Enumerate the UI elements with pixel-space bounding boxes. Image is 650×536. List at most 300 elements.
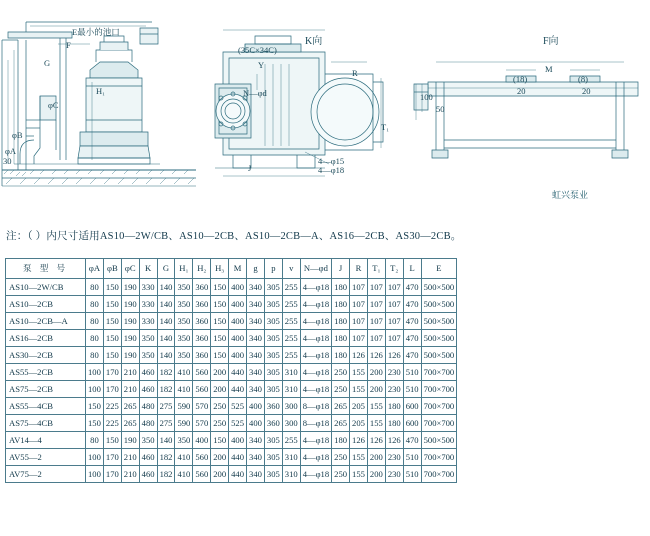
table-cell: 210 (121, 364, 139, 381)
table-cell: 150 (103, 313, 121, 330)
table-cell: 250 (211, 415, 229, 432)
table-cell: 340 (247, 279, 265, 296)
drawing-label: (8) (578, 74, 588, 84)
table-cell: 350 (175, 347, 193, 364)
table-cell: 265 (332, 415, 350, 432)
table-cell: 150 (211, 347, 229, 364)
table-cell: 305 (264, 279, 282, 296)
table-cell: 150 (103, 330, 121, 347)
table-cell: 460 (139, 449, 157, 466)
table-cell: 440 (229, 466, 247, 483)
table-cell: 80 (86, 313, 104, 330)
drawing-label: F向 (543, 36, 559, 47)
table-cell: 150 (86, 415, 104, 432)
table-cell: 107 (385, 330, 403, 347)
table-cell: 305 (264, 313, 282, 330)
table-cell: 525 (229, 415, 247, 432)
table-cell: 410 (175, 466, 193, 483)
drawing-label: H₁ (96, 86, 106, 96)
drawing-label: φB (12, 130, 23, 140)
table-cell: 180 (332, 313, 350, 330)
table-cell: 155 (350, 466, 368, 483)
footnote: 注：（ ）内尺寸适用AS10—2W/CB、AS10—2CB、AS10—2CB—A、AS16—2CB、AS30—2CB。 (6, 231, 462, 242)
table-header-cell: g (247, 259, 265, 279)
table-cell: 305 (264, 347, 282, 364)
table-cell: 440 (229, 381, 247, 398)
table-cell: 275 (157, 398, 175, 415)
table-cell: 340 (247, 296, 265, 313)
table-cell: 182 (157, 381, 175, 398)
table-row (6, 279, 457, 296)
drawing-label: 20 (517, 86, 526, 96)
table-row (6, 347, 457, 364)
table-cell: 155 (350, 364, 368, 381)
table-cell: 200 (211, 381, 229, 398)
table-cell: 180 (332, 296, 350, 313)
table-cell: 225 (103, 398, 121, 415)
table-header-cell: R (350, 259, 368, 279)
table-cell: 80 (86, 330, 104, 347)
table-cell: 170 (103, 466, 121, 483)
table-cell: 525 (229, 398, 247, 415)
table-cell: 140 (157, 296, 175, 313)
table-row (6, 313, 457, 330)
table-cell: 360 (193, 296, 211, 313)
drawing-label: 30 (3, 156, 12, 166)
table-cell: 340 (247, 313, 265, 330)
table-row (6, 296, 457, 313)
table-cell: 400 (229, 432, 247, 449)
table-cell: 350 (175, 279, 193, 296)
table-cell: 305 (264, 296, 282, 313)
table-cell: 410 (175, 449, 193, 466)
table-cell: 107 (367, 279, 385, 296)
brand-watermark: 虹兴泵业 (551, 190, 588, 200)
technical-drawings (0, 0, 650, 210)
table-cell: 8—φ18 (300, 415, 331, 432)
table-cell: 470 (403, 279, 421, 296)
table-cell: 126 (350, 347, 368, 364)
table-cell: 470 (403, 330, 421, 347)
table-cell: 360 (264, 398, 282, 415)
drawing-label: K向 (305, 36, 323, 47)
table-cell: 107 (350, 330, 368, 347)
table-cell: 310 (282, 466, 300, 483)
f-view-drawing (410, 0, 650, 210)
table-cell: 4—φ18 (300, 347, 331, 364)
table-cell: 305 (264, 364, 282, 381)
k-view-drawing (205, 0, 395, 210)
table-cell: 200 (211, 466, 229, 483)
table-cell: 400 (247, 415, 265, 432)
table-cell: 107 (367, 330, 385, 347)
table-cell: 230 (385, 466, 403, 483)
table-cell: 182 (157, 449, 175, 466)
table-cell: 410 (175, 381, 193, 398)
table-cell: 4—φ18 (300, 449, 331, 466)
table-cell: 150 (103, 279, 121, 296)
table-cell: 265 (332, 398, 350, 415)
table-cell: 400 (247, 398, 265, 415)
table-cell: 560 (193, 364, 211, 381)
table-header-cell: M (229, 259, 247, 279)
table-cell: 570 (193, 398, 211, 415)
table-cell: 150 (103, 432, 121, 449)
table-cell: 340 (247, 449, 265, 466)
table-cell-model: AV55—2 (6, 449, 86, 466)
table-cell: 305 (264, 330, 282, 347)
table-cell: 250 (332, 364, 350, 381)
table-cell: 150 (211, 432, 229, 449)
table-cell: 340 (247, 381, 265, 398)
table-cell: 460 (139, 381, 157, 398)
table-cell: 150 (86, 398, 104, 415)
table-cell: 250 (332, 381, 350, 398)
drawing-label: E最小的池口 (72, 27, 120, 37)
table-cell: 590 (175, 398, 193, 415)
table-cell: 340 (247, 432, 265, 449)
drawing-label: T₁ (381, 122, 390, 132)
table-cell: 500×500 (421, 279, 457, 296)
table-header-cell: T₁ (367, 259, 385, 279)
table-header-row (6, 259, 457, 279)
table-cell: 126 (385, 432, 403, 449)
table-cell: 155 (350, 449, 368, 466)
table-cell: 460 (139, 466, 157, 483)
table-cell: 305 (264, 466, 282, 483)
table-cell: 360 (193, 279, 211, 296)
table-row (6, 415, 457, 432)
table-cell: 140 (157, 279, 175, 296)
table-cell: 460 (139, 364, 157, 381)
table-cell: 170 (103, 364, 121, 381)
table-cell: 182 (157, 364, 175, 381)
table-cell: 600 (403, 415, 421, 432)
table-cell: 126 (385, 347, 403, 364)
table-cell: 340 (247, 364, 265, 381)
table-cell-model: AV14—4 (6, 432, 86, 449)
table-cell: 480 (139, 415, 157, 432)
table-cell: 100 (86, 381, 104, 398)
table-cell: 225 (103, 415, 121, 432)
table-cell: 180 (385, 415, 403, 432)
table-cell: 480 (139, 398, 157, 415)
table-cell: 340 (247, 466, 265, 483)
table-header-cell: H₁ (175, 259, 193, 279)
table-cell: 570 (193, 415, 211, 432)
table-cell: 500×500 (421, 296, 457, 313)
table-cell: 440 (229, 449, 247, 466)
table-header-cell: G (157, 259, 175, 279)
table-cell: 700×700 (421, 449, 457, 466)
table-cell: 182 (157, 466, 175, 483)
table-cell: 310 (282, 364, 300, 381)
table-cell: 470 (403, 296, 421, 313)
table-header-cell: K (139, 259, 157, 279)
table-cell: 4—φ18 (300, 466, 331, 483)
table-cell: 100 (86, 364, 104, 381)
table-cell: 4—φ18 (300, 296, 331, 313)
table-cell: 510 (403, 364, 421, 381)
table-header-cell: E (421, 259, 457, 279)
table-cell: 510 (403, 449, 421, 466)
table-cell-model: AS75—2CB (6, 381, 86, 398)
table-header-cell: φA (86, 259, 104, 279)
table-cell: 400 (193, 432, 211, 449)
table-cell: 400 (229, 330, 247, 347)
table-cell: 350 (139, 330, 157, 347)
table-cell: 150 (103, 296, 121, 313)
table-cell: 500×500 (421, 330, 457, 347)
drawing-label: M (545, 64, 553, 74)
table-cell: 107 (367, 296, 385, 313)
table-cell: 4—φ18 (300, 381, 331, 398)
table-cell: 255 (282, 347, 300, 364)
table-cell: 200 (367, 381, 385, 398)
table-cell: 107 (350, 313, 368, 330)
table-cell: 80 (86, 279, 104, 296)
table-cell: 400 (229, 279, 247, 296)
table-cell: 350 (139, 347, 157, 364)
drawing-label: 20 (582, 86, 591, 96)
table-cell: 305 (264, 432, 282, 449)
table-cell: 340 (247, 347, 265, 364)
table-cell: 300 (282, 398, 300, 415)
table-cell: 255 (282, 330, 300, 347)
drawing-label: 50 (436, 104, 445, 114)
table-cell: 200 (211, 449, 229, 466)
table-cell: 265 (121, 398, 139, 415)
drawing-label: G (44, 58, 51, 68)
drawing-label: φA (5, 146, 17, 156)
table-cell: 305 (264, 449, 282, 466)
table-cell-model: AS75—4CB (6, 415, 86, 432)
table-header-cell: N—φd (300, 259, 331, 279)
table-cell: 255 (282, 313, 300, 330)
drawing-label: (18) (513, 74, 528, 84)
table-cell: 330 (139, 296, 157, 313)
drawing-label: Y (258, 60, 265, 70)
table-cell: 107 (350, 296, 368, 313)
table-cell: 350 (175, 296, 193, 313)
table-header-cell: L (403, 259, 421, 279)
table-cell: 360 (193, 313, 211, 330)
table-cell: 180 (332, 432, 350, 449)
table-cell: 200 (367, 466, 385, 483)
table-header-cell: φC (121, 259, 139, 279)
table-cell: 360 (193, 347, 211, 364)
table-cell: 107 (350, 279, 368, 296)
table-row (6, 398, 457, 415)
table-row (6, 432, 457, 449)
drawing-label: 4—φ15 (318, 156, 345, 166)
table-cell: 180 (385, 398, 403, 415)
table-cell-model: AS55—2CB (6, 364, 86, 381)
table-cell: 230 (385, 364, 403, 381)
table-cell: 80 (86, 432, 104, 449)
table-cell: 200 (367, 364, 385, 381)
table-cell: 310 (282, 381, 300, 398)
table-cell: 350 (175, 330, 193, 347)
table-cell: 126 (367, 347, 385, 364)
table-cell: 210 (121, 381, 139, 398)
table-cell: 210 (121, 466, 139, 483)
table-cell: 150 (211, 296, 229, 313)
table-header-cell: H₃ (211, 259, 229, 279)
table-cell: 590 (175, 415, 193, 432)
table-header-cell: H₂ (193, 259, 211, 279)
table-cell: 150 (211, 330, 229, 347)
specification-table (5, 258, 457, 483)
table-cell: 8—φ18 (300, 398, 331, 415)
table-cell: 190 (121, 296, 139, 313)
table-cell: 150 (211, 279, 229, 296)
table-cell: 190 (121, 347, 139, 364)
table-cell: 140 (157, 432, 175, 449)
drawing-label: F (66, 40, 71, 50)
drawing-label: (35C×34C) (238, 45, 277, 55)
table-cell: 100 (86, 449, 104, 466)
table-cell: 560 (193, 381, 211, 398)
table-cell: 170 (103, 449, 121, 466)
drawing-label: R (352, 68, 358, 78)
drawing-label: 4—φ18 (318, 165, 345, 175)
table-cell: 155 (367, 415, 385, 432)
table-cell: 330 (139, 279, 157, 296)
table-row (6, 364, 457, 381)
table-cell: 180 (332, 279, 350, 296)
table-cell: 255 (282, 432, 300, 449)
table-cell: 170 (103, 381, 121, 398)
table-cell: 700×700 (421, 466, 457, 483)
table-cell-model: AV75—2 (6, 466, 86, 483)
table-cell: 350 (175, 313, 193, 330)
table-cell: 4—φ18 (300, 330, 331, 347)
table-cell: 205 (350, 398, 368, 415)
table-cell: 250 (332, 449, 350, 466)
table-header-cell: v (282, 259, 300, 279)
table-cell: 190 (121, 330, 139, 347)
table-cell: 360 (264, 415, 282, 432)
table-cell-model: AS55—4CB (6, 398, 86, 415)
table-cell: 310 (282, 449, 300, 466)
drawing-label: φC (48, 100, 59, 110)
table-cell: 700×700 (421, 415, 457, 432)
table-cell: 107 (385, 296, 403, 313)
table-cell: 340 (247, 330, 265, 347)
table-cell: 140 (157, 313, 175, 330)
table-cell: 265 (121, 415, 139, 432)
table-cell: 126 (350, 432, 368, 449)
table-cell: 180 (332, 330, 350, 347)
table-header-cell: 泵 型 号 (6, 259, 86, 279)
table-cell: 150 (211, 313, 229, 330)
table-cell-model: AS16—2CB (6, 330, 86, 347)
table-cell: 500×500 (421, 313, 457, 330)
table-cell: 200 (211, 364, 229, 381)
table-cell: 100 (86, 466, 104, 483)
table-cell: 4—φ18 (300, 313, 331, 330)
table-cell: 140 (157, 330, 175, 347)
table-cell: 700×700 (421, 398, 457, 415)
table-cell: 190 (121, 313, 139, 330)
table-cell: 210 (121, 449, 139, 466)
table-cell: 510 (403, 381, 421, 398)
table-cell: 275 (157, 415, 175, 432)
table-cell: 200 (367, 449, 385, 466)
table-cell: 80 (86, 347, 104, 364)
table-cell: 250 (332, 466, 350, 483)
table-row (6, 330, 457, 347)
table-cell: 600 (403, 398, 421, 415)
table-cell: 80 (86, 296, 104, 313)
table-cell: 350 (175, 432, 193, 449)
table-cell: 470 (403, 347, 421, 364)
table-cell: 410 (175, 364, 193, 381)
table-cell: 107 (367, 313, 385, 330)
table-cell: 500×500 (421, 347, 457, 364)
table-cell: 107 (385, 313, 403, 330)
table-cell: 126 (367, 432, 385, 449)
table-cell: 190 (121, 432, 139, 449)
table-cell: 155 (350, 381, 368, 398)
table-header-cell: p (264, 259, 282, 279)
table-cell-model: AS10—2CB (6, 296, 86, 313)
table-header-cell: T₂ (385, 259, 403, 279)
drawing-label: J (248, 163, 252, 173)
table-cell: 230 (385, 381, 403, 398)
table-cell: 205 (350, 415, 368, 432)
table-cell: 4—φ18 (300, 279, 331, 296)
table-cell: 400 (229, 296, 247, 313)
table-cell: 255 (282, 279, 300, 296)
table-cell: 180 (332, 347, 350, 364)
table-cell: 190 (121, 279, 139, 296)
table-cell: 560 (193, 466, 211, 483)
table-cell: 560 (193, 449, 211, 466)
table-header-cell: φB (103, 259, 121, 279)
table-cell: 400 (229, 313, 247, 330)
table-cell: 140 (157, 347, 175, 364)
table-cell: 305 (264, 381, 282, 398)
table-cell: 230 (385, 449, 403, 466)
table-cell: 510 (403, 466, 421, 483)
table-cell: 360 (193, 330, 211, 347)
table-cell: 300 (282, 415, 300, 432)
table-cell: 500×500 (421, 432, 457, 449)
drawing-label: N—φd (243, 88, 267, 98)
table-cell: 107 (385, 279, 403, 296)
table-cell: 700×700 (421, 381, 457, 398)
table-cell: 700×700 (421, 364, 457, 381)
table-cell: 255 (282, 296, 300, 313)
table-cell: 4—φ18 (300, 364, 331, 381)
drawing-label: 100 (420, 92, 433, 102)
table-header-cell: J (332, 259, 350, 279)
table-cell: 470 (403, 313, 421, 330)
table-cell-model: AS10—2W/CB (6, 279, 86, 296)
table-cell-model: AS10—2CB—A (6, 313, 86, 330)
table-cell: 150 (103, 347, 121, 364)
table-row (6, 449, 457, 466)
table-row (6, 381, 457, 398)
table-cell: 470 (403, 432, 421, 449)
table-cell-model: AS30—2CB (6, 347, 86, 364)
table-cell: 400 (229, 347, 247, 364)
table-cell: 350 (139, 432, 157, 449)
table-cell: 155 (367, 398, 385, 415)
table-cell: 440 (229, 364, 247, 381)
